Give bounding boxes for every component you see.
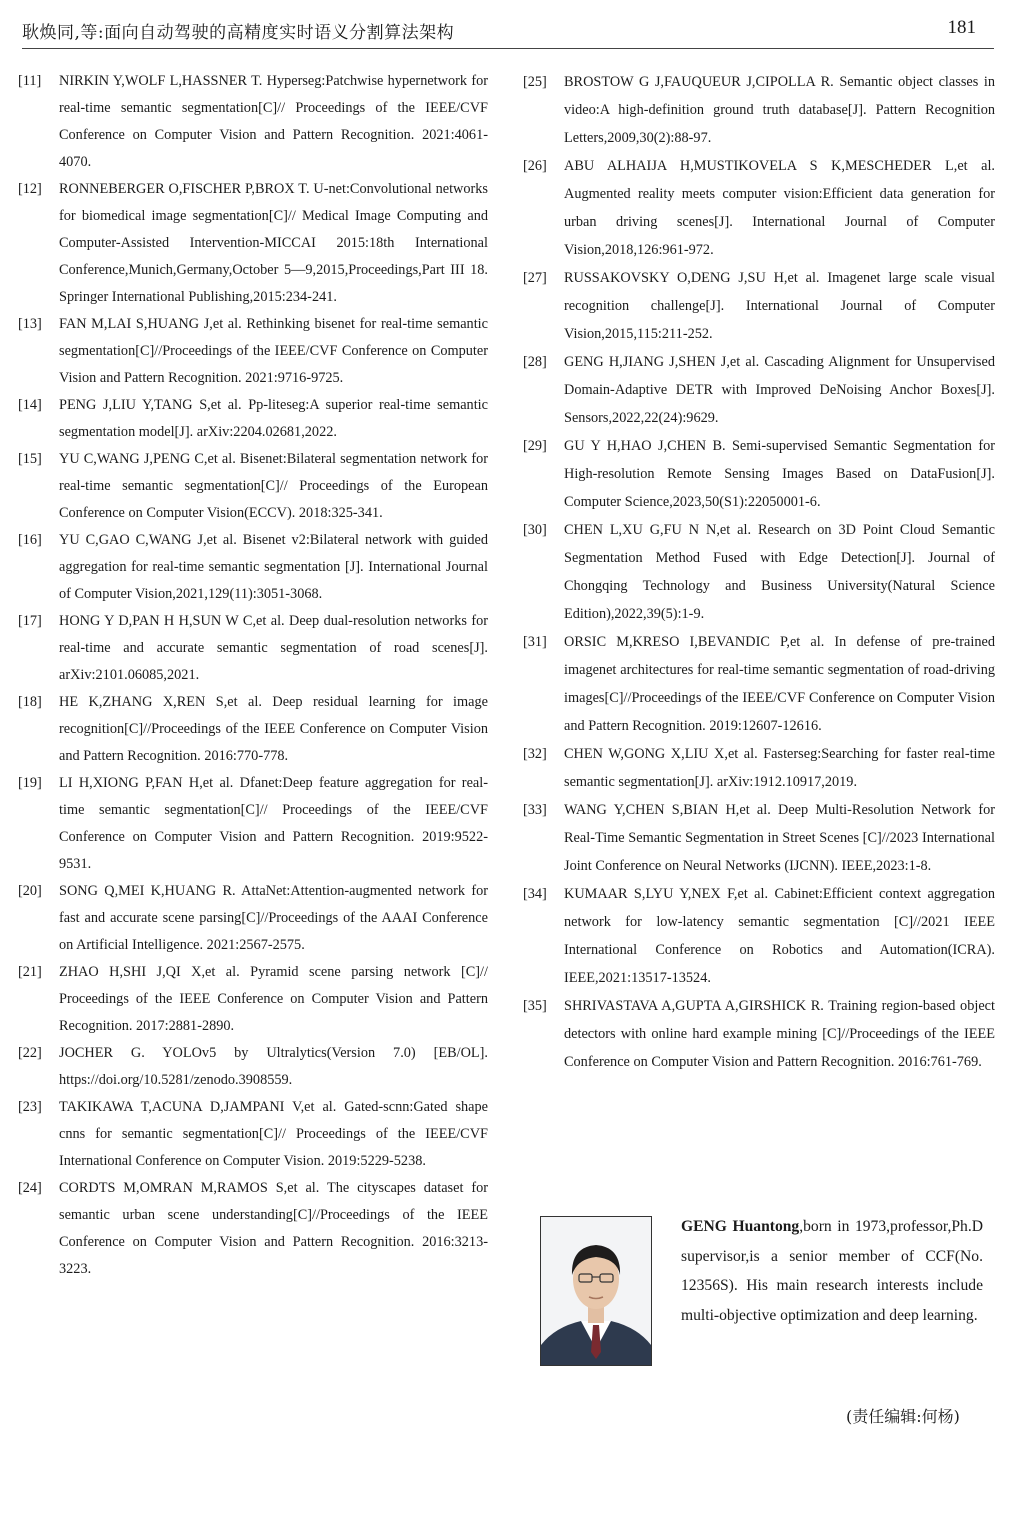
reference-item [523, 152, 995, 264]
reference-text: BROSTOW G J,FAUQUEUR J,CIPOLLA R. Semantic object classes in video:A high-definition ground truth database[J]. Pattern Recognition Letters,2009,30(2):88-97. [564, 74, 995, 146]
reference-item [18, 608, 488, 689]
reference-text: TAKIKAWA T,ACUNA D,JAMPANI V,et al. Gated-scnn:Gated shape cnns for semantic segmentation[C]// Proceedings of the IEEE/CVF International Conference on Computer Vision. 2019:5229-5238. [59, 1099, 488, 1169]
reference-item [523, 628, 995, 740]
reference-text: ORSIC M,KRESO I,BEVANDIC P,et al. In defense of pre-trained imagenet architectures for real-time semantic segmentation of road-driving images[C]//Proceedings of the IEEE/CVF Conference on Computer Vision and Pattern Recognition. 2019:12607-12616. [564, 634, 995, 734]
reference-item [18, 1175, 488, 1283]
author-bio-text [681, 1212, 983, 1330]
reference-number: [16] [18, 532, 42, 548]
reference-item [18, 392, 488, 446]
reference-text: RONNEBERGER O,FISCHER P,BROX T. U-net:Convolutional networks for biomedical image segmentation[C]// Medical Image Computing and Computer-Assisted Intervention-MICCAI 2015:18th International Conference,Munich,Germany,October 5—9,2015,Proceedings,Part III 18. Springer International Publishing,2015:234-241. [59, 181, 488, 305]
reference-text: CHEN W,GONG X,LIU X,et al. Fasterseg:Searching for faster real-time semantic segmentation[J]. arXiv:1912.10917,2019. [564, 746, 995, 790]
reference-number: [15] [18, 451, 42, 467]
reference-number: [31] [523, 634, 547, 650]
running-header [22, 14, 994, 49]
reference-text: CORDTS M,OMRAN M,RAMOS S,et al. The cityscapes dataset for semantic urban scene understanding[C]//Proceedings of the IEEE Conference on Computer Vision and Pattern Recognition. 2016:3213-3223. [59, 1180, 488, 1277]
editor-note: (责任编辑:何杨) [846, 1407, 960, 1426]
reference-number: [28] [523, 354, 547, 370]
reference-text: JOCHER G. YOLOv5 by Ultralytics(Version 7.0) [EB/OL]. https://doi.org/10.5281/zenodo.3908559. [59, 1045, 488, 1088]
references-left-column [18, 68, 488, 1283]
reference-number: [19] [18, 775, 42, 791]
author-bio [540, 1216, 996, 1370]
reference-number: [23] [18, 1099, 42, 1115]
reference-item [523, 516, 995, 628]
reference-text: GENG H,JIANG J,SHEN J,et al. Cascading Alignment for Unsupervised Domain-Adaptive DETR with Improved DeNoising Anchor Boxes[J]. Sensors,2022,22(24):9629. [564, 354, 995, 426]
reference-item [523, 264, 995, 348]
reference-text: SONG Q,MEI K,HUANG R. AttaNet:Attention-augmented network for fast and accurate scene parsing[C]//Proceedings of the AAAI Conference on Artificial Intelligence. 2021:2567-2575. [59, 883, 488, 953]
reference-item [523, 432, 995, 516]
reference-item [18, 770, 488, 878]
reference-text: HONG Y D,PAN H H,SUN W C,et al. Deep dual-resolution networks for real-time and accurate semantic segmentation of road scenes[J]. arXiv:2101.06085,2021. [59, 613, 488, 683]
reference-number: [12] [18, 181, 42, 197]
reference-item [523, 796, 995, 880]
reference-number: [21] [18, 964, 42, 980]
reference-item [18, 1040, 488, 1094]
reference-text: WANG Y,CHEN S,BIAN H,et al. Deep Multi-Resolution Network for Real-Time Semantic Segmentation in Street Scenes [C]//2023 International Joint Conference on Neural Networks (IJCNN). IEEE,2023:1-8. [564, 802, 995, 874]
reference-text: GU Y H,HAO J,CHEN B. Semi-supervised Semantic Segmentation for High-resolution Remote Sensing Images Based on DataFusion[J]. Computer Science,2023,50(S1):22050001-6. [564, 438, 995, 510]
reference-item [18, 446, 488, 527]
reference-number: [34] [523, 886, 547, 902]
page-number: 181 [947, 17, 976, 38]
reference-text: CHEN L,XU G,FU N N,et al. Research on 3D Point Cloud Semantic Segmentation Method Fused with Edge Detection[J]. Journal of Chongqing Technology and Business University(Natural Science Edition),2022,39(5):1-9. [564, 522, 995, 622]
reference-text: RUSSAKOVSKY O,DENG J,SU H,et al. Imagenet large scale visual recognition challenge[J]. International Journal of Computer Vision,2015,115:211-252. [564, 270, 995, 342]
reference-text: LI H,XIONG P,FAN H,et al. Dfanet:Deep feature aggregation for real-time semantic segmentation[C]// Proceedings of the IEEE/CVF Conference on Computer Vision and Pattern Recognition. 2019:9522-9531. [59, 775, 488, 872]
author-photo [540, 1216, 652, 1366]
reference-text: ZHAO H,SHI J,QI X,et al. Pyramid scene parsing network [C]// Proceedings of the IEEE Conference on Computer Vision and Pattern Recognition. 2017:2881-2890. [59, 964, 488, 1034]
reference-item [18, 176, 488, 311]
reference-number: [25] [523, 74, 547, 90]
author-description: ,born in 1973,professor,Ph.D supervisor,is a senior member of CCF(No. 12356S). His main research interests include multi-objective optimization and deep learning. [681, 1218, 983, 1324]
reference-item [523, 740, 995, 796]
reference-text: PENG J,LIU Y,TANG S,et al. Pp-liteseg:A superior real-time semantic segmentation model[J]. arXiv:2204.02681,2022. [59, 397, 488, 440]
references-right-column [523, 68, 995, 1076]
reference-number: [30] [523, 522, 547, 538]
reference-text: KUMAAR S,LYU Y,NEX F,et al. Cabinet:Efficient context aggregation network for low-latency semantic segmentation [C]//2021 IEEE International Conference on Robotics and Automation(ICRA). IEEE,2021:13517-13524. [564, 886, 995, 986]
reference-number: [35] [523, 998, 547, 1014]
reference-text: FAN M,LAI S,HUANG J,et al. Rethinking bisenet for real-time semantic segmentation[C]//Proceedings of the IEEE/CVF Conference on Computer Vision and Pattern Recognition. 2021:9716-9725. [59, 316, 488, 386]
reference-number: [20] [18, 883, 42, 899]
author-name: GENG Huantong [681, 1218, 800, 1235]
reference-item [18, 311, 488, 392]
reference-number: [27] [523, 270, 547, 286]
reference-item [18, 878, 488, 959]
reference-item [523, 348, 995, 432]
reference-text: YU C,WANG J,PENG C,et al. Bisenet:Bilateral segmentation network for real-time semantic segmentation[C]// Proceedings of the European Conference on Computer Vision(ECCV). 2018:325-341. [59, 451, 488, 521]
reference-item [523, 992, 995, 1076]
reference-number: [22] [18, 1045, 42, 1061]
reference-number: [13] [18, 316, 42, 332]
reference-item [18, 689, 488, 770]
reference-text: SHRIVASTAVA A,GUPTA A,GIRSHICK R. Training region-based object detectors with online hard example mining [C]//Proceedings of the IEEE Conference on Computer Vision and Pattern Recognition. 2016:761-769. [564, 998, 995, 1070]
reference-text: HE K,ZHANG X,REN S,et al. Deep residual learning for image recognition[C]//Proceedings of the IEEE Conference on Computer Vision and Pattern Recognition. 2016:770-778. [59, 694, 488, 764]
header-title: 耿焕同,等:面向自动驾驶的高精度实时语义分割算法架构 [22, 23, 455, 43]
reference-number: [33] [523, 802, 547, 818]
reference-item [18, 1094, 488, 1175]
reference-number: [32] [523, 746, 547, 762]
reference-number: [29] [523, 438, 547, 454]
reference-item [523, 880, 995, 992]
reference-item [18, 68, 488, 176]
reference-text: YU C,GAO C,WANG J,et al. Bisenet v2:Bilateral network with guided aggregation for real-time semantic segmentation [J]. International Journal of Computer Vision,2021,129(11):3051-3068. [59, 532, 488, 602]
reference-number: [17] [18, 613, 42, 629]
reference-number: [26] [523, 158, 547, 174]
reference-item [18, 959, 488, 1040]
reference-text: NIRKIN Y,WOLF L,HASSNER T. Hyperseg:Patchwise hypernetwork for real-time semantic segmentation[C]// Proceedings of the IEEE/CVF Conference on Computer Vision and Pattern Recognition. 2021:4061-4070. [59, 73, 488, 170]
reference-number: [11] [18, 73, 42, 89]
reference-item [18, 527, 488, 608]
reference-number: [24] [18, 1180, 42, 1196]
reference-text: ABU ALHAIJA H,MUSTIKOVELA S K,MESCHEDER L,et al. Augmented reality meets computer vision:Efficient data generation for urban driving scenes[J]. International Journal of Computer Vision,2018,126:961-972. [564, 158, 995, 258]
reference-item [523, 68, 995, 152]
reference-number: [14] [18, 397, 42, 413]
reference-number: [18] [18, 694, 42, 710]
